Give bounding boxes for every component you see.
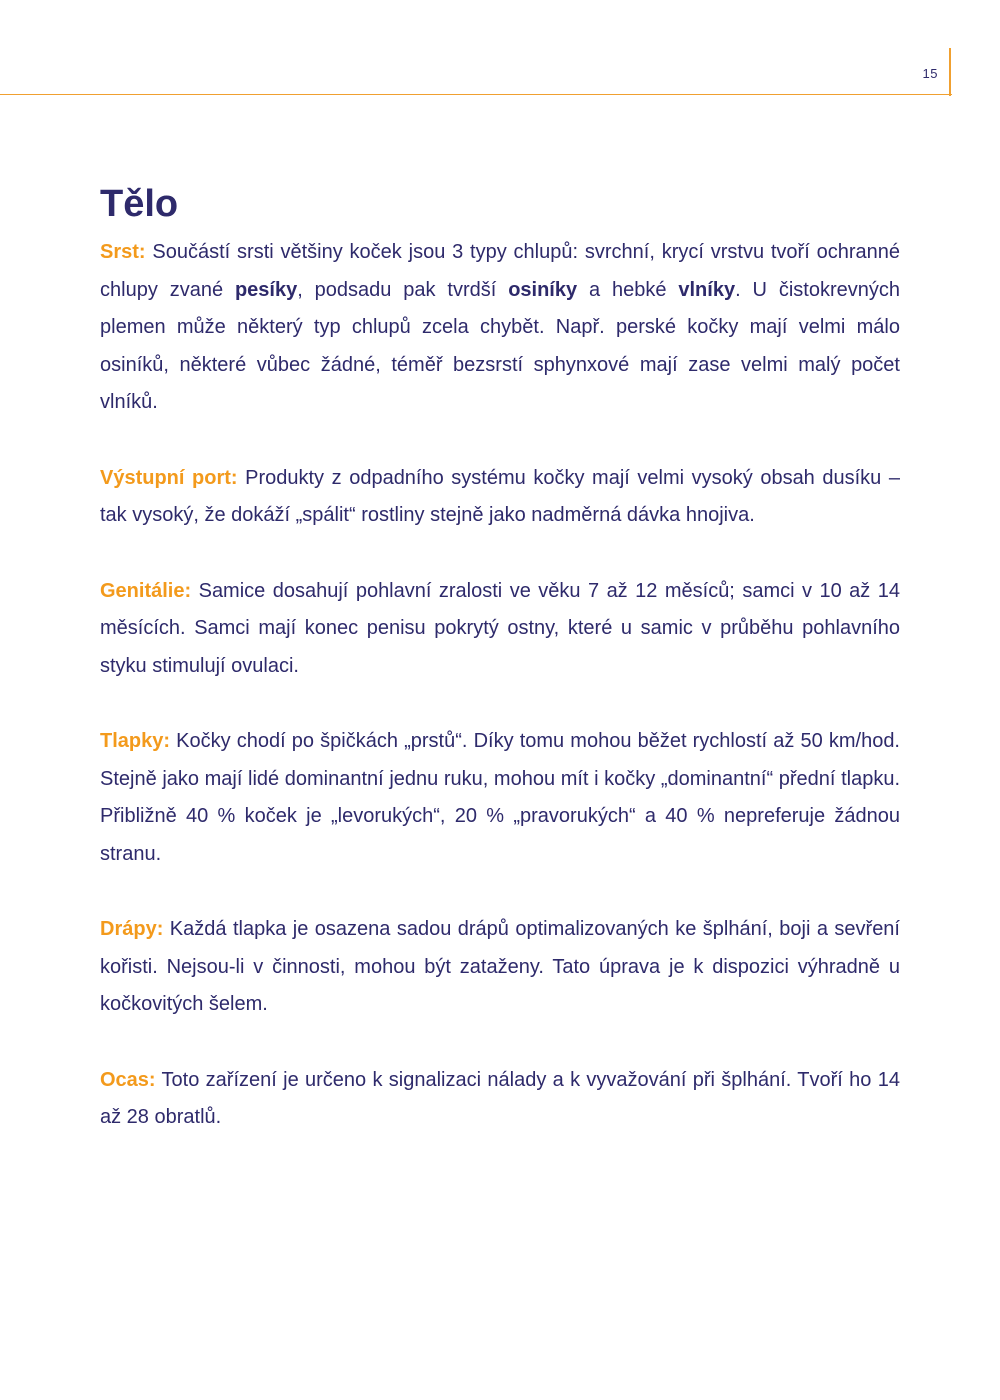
section-label-tlapky: Tlapky:	[100, 730, 171, 752]
header-vertical-rule	[949, 48, 951, 96]
section-label-ocas: Ocas:	[100, 1068, 156, 1091]
section-text: Produkty z odpadního systému kočky mají velmi vysoký obsah dusíku – tak vysoký, že dokáží „spálit“ rostliny stejně jako nadměrná dávka hnojiva.	[100, 466, 900, 526]
section-label-port: Výstupní port:	[100, 466, 238, 489]
section-text: , podsadu pak tvrdší	[297, 278, 509, 301]
section-ocas	[100, 1062, 900, 1137]
section-label-srst: Srst:	[100, 241, 146, 263]
section-text: Každá tlapka je osazena sadou drápů optimalizovaných ke šplhání, boji a sevření kořisti. Nejsou-li v činnosti, mohou být zataženy. Tato úprava je k dispozici výhradně u kočkovitých šelem.	[100, 918, 900, 1015]
term-vlniky: vlníky	[678, 278, 736, 301]
section-genitalie	[100, 573, 900, 686]
page-content	[100, 180, 900, 1175]
section-drapy	[100, 911, 900, 1024]
header-rule	[0, 94, 952, 95]
section-text: Součástí srsti většiny koček jsou 3 typy chlupů: svrchní, krycí vrstvu tvoří ochranné chlupy zvané	[100, 241, 900, 301]
section-text: Kočky chodí po špičkách „prstů“. Díky tomu mohou běžet rychlostí až 50 km/hod. Stejně jako mají lidé dominantní jednu ruku, mohou mít i kočky „dominantní“ přední tlapku. Přibližně 40 % koček je „levorukých“, 20 % „pravorukých“ a 40 % nepreferuje žádnou stranu.	[100, 730, 900, 865]
page-number: 15	[922, 66, 938, 81]
section-text: Samice dosahují pohlavní zralosti ve věku 7 až 12 měsíců; samci v 10 až 14 měsících. Samci mají konec penisu pokrytý ostny, které u samic v průběhu pohlavního styku stimulují ovulaci.	[100, 579, 900, 677]
page-title: Tělo	[100, 183, 179, 225]
section-port	[100, 460, 900, 535]
term-pesiky: pesíky	[234, 278, 298, 301]
term-osiniky: osiníky	[508, 278, 578, 301]
section-tlapky	[100, 723, 900, 873]
section-label-drapy: Drápy:	[100, 918, 164, 940]
section-srst	[100, 234, 900, 422]
section-text: a hebké	[577, 278, 679, 301]
section-text: Toto zařízení je určeno k signalizaci nálady a k vyvažování při šplhání. Tvoří ho 14 až 28 obratlů.	[100, 1068, 900, 1128]
section-label-genitalie: Genitálie:	[100, 579, 192, 602]
section-text: . U čistokrevných plemen může některý typ chlupů zcela chybět. Např. perské kočky mají velmi málo osiníků, některé vůbec žádné, téměř bezsrstí sphynxové mají zase velmi malý počet vlníků.	[100, 278, 900, 413]
